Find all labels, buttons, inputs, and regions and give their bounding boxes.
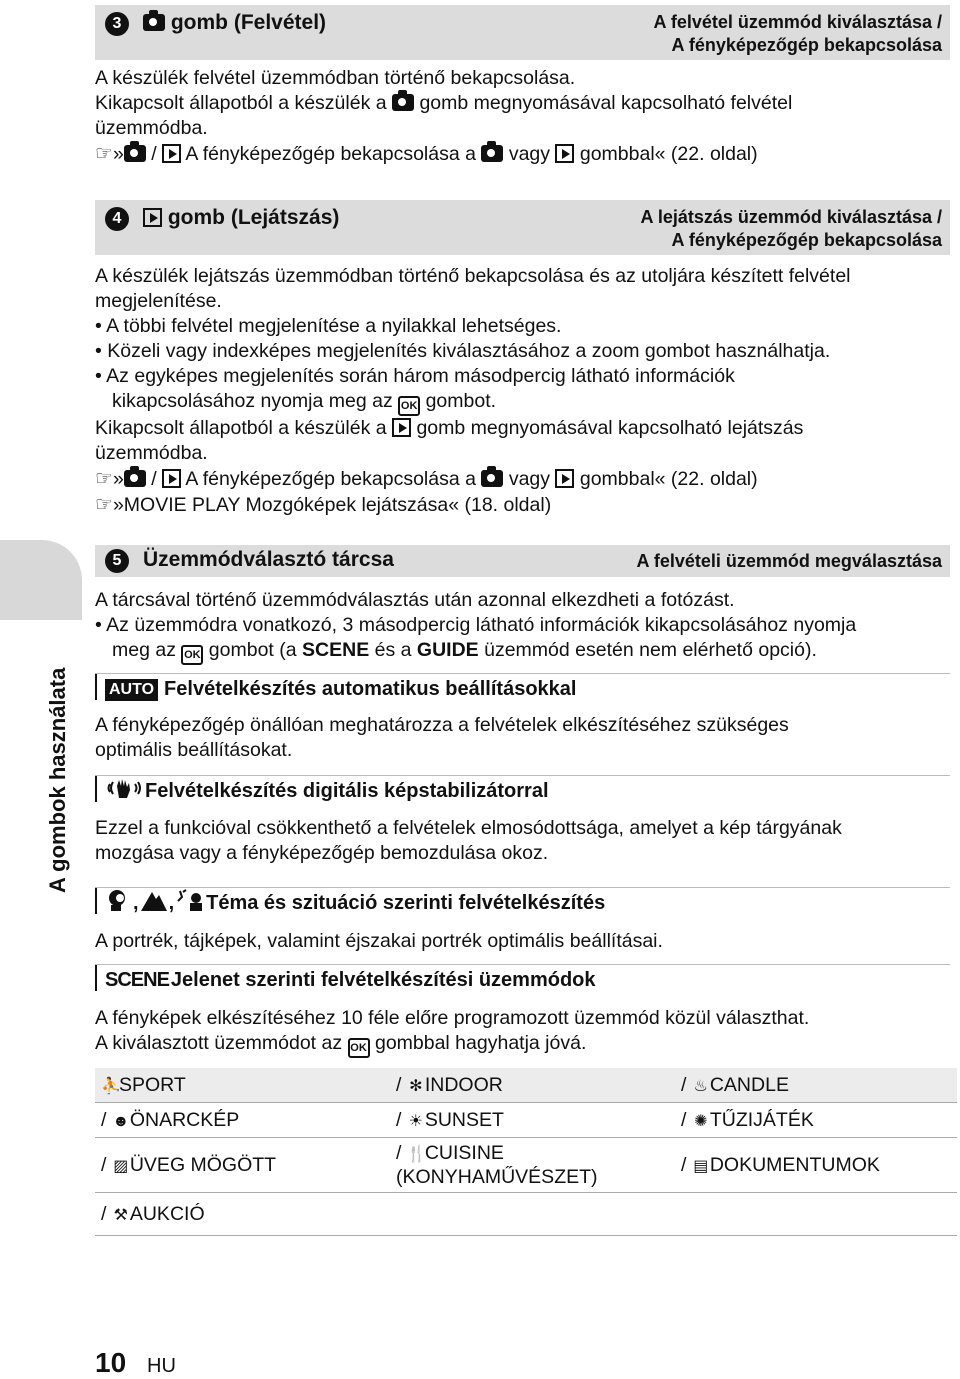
scene-auction: / ⚒AUKCIÓ — [95, 1193, 390, 1236]
scene-sunset: / ☀SUNSET — [390, 1103, 675, 1138]
section3-body — [95, 66, 792, 167]
section4-title: gomb (Lejátszás) — [167, 206, 340, 229]
table-row — [95, 1068, 957, 1103]
stabilizer-hand-icon — [105, 776, 145, 800]
section3-number: 3 — [105, 12, 129, 36]
theme-line1: A portrék, tájképek, valamint éjszakai portrék optimális beállításai. — [95, 930, 663, 952]
scene-documents: / ▤DOKUMENTUMOK — [675, 1138, 957, 1193]
reference-icon: ☞ — [95, 141, 113, 165]
section3-line2: Kikapcsolt állapotból a készülék a gomb megnyomásával kapcsolható felvétel — [95, 92, 793, 114]
section3-right-line2: A fényképezőgép bekapcsolása — [671, 35, 942, 55]
play-icon — [555, 469, 574, 488]
ok-icon: OK — [398, 396, 420, 416]
scene-sport: ⛹SPORT — [95, 1068, 390, 1103]
camera-icon — [124, 145, 146, 162]
table-row — [95, 1103, 957, 1138]
camera-icon — [143, 14, 165, 31]
auto-line2: optimális beállításokat. — [95, 739, 293, 761]
play-icon — [143, 208, 162, 227]
camera-icon — [392, 94, 414, 111]
stab-subhead — [95, 775, 950, 807]
scene-fireworks: / ✺ TŰZIJÁTÉK — [675, 1103, 957, 1138]
sunset-icon: ☀ — [408, 1112, 424, 1130]
reference-icon: ☞ — [95, 466, 113, 490]
documents-icon: ▤ — [693, 1157, 709, 1175]
scene-icon: SCENE — [105, 969, 169, 991]
scene-body — [95, 1006, 809, 1058]
language-code: HU — [147, 1355, 176, 1377]
behind-glass-icon: ▨ — [113, 1157, 129, 1175]
section3-line3: üzemmódba. — [95, 117, 208, 139]
landscape-icon — [139, 888, 169, 912]
scene-self-portrait: / ☻ÖNARCKÉP — [95, 1103, 390, 1138]
night-portrait-icon — [174, 888, 206, 912]
section4-header — [95, 200, 950, 255]
camera-icon — [124, 470, 146, 487]
section3-line1: A készülék felvétel üzemmódban történő bekapcsolása. — [95, 67, 576, 89]
section5-bullet1: • Az üzemmódra vonatkozó, 3 másodpercig látható információk kikapcsolásához nyomja — [95, 614, 857, 636]
theme-body — [95, 929, 663, 954]
section4-body — [95, 264, 955, 518]
section4-ref1: ☞» / A fényképezőgép bekapcsolása a vagy gombbal« (22. oldal) — [95, 466, 758, 490]
play-icon — [162, 469, 181, 488]
play-icon — [555, 144, 574, 163]
section4-right — [641, 206, 942, 252]
section3-title-wrap — [143, 11, 326, 35]
stab-body — [95, 816, 842, 866]
auto-title: Felvételkészítés automatikus beállításokkal — [164, 678, 577, 700]
ok-icon: OK — [181, 645, 203, 665]
scene-cuisine: / 🍴CUISINE (KONYHAMŰVÉSZET) — [390, 1138, 675, 1193]
section4-bullet3: • Az egyképes megjelenítés során három másodpercig látható információk — [95, 365, 735, 387]
scene-candle: / ♨CANDLE — [675, 1068, 957, 1103]
cuisine-icon: 🍴 — [406, 1145, 427, 1163]
fireworks-icon: ✺ — [694, 1112, 708, 1130]
side-tab-label: A gombok használata — [45, 667, 70, 893]
section5-right: A felvételi üzemmód megválasztása — [636, 551, 942, 571]
scene-line1: A fényképek elkészítéséhez 10 féle előre programozott üzemmód közül választhat. — [95, 1007, 810, 1029]
section5-title: Üzemmódválasztó tárcsa — [143, 548, 394, 571]
page-number: 10 — [95, 1347, 127, 1378]
portrait-icon — [105, 888, 133, 912]
section3-title: gomb (Felvétel) — [170, 11, 327, 34]
section5-number: 5 — [105, 549, 129, 573]
section5-header — [95, 545, 950, 577]
theme-subhead: , , Téma és szituáció szerinti felvételkészítés — [95, 887, 950, 919]
section4-bullet3-cont: kikapcsolásához nyomja meg az OK gombot. — [95, 389, 955, 416]
section4-right-line1: A lejátszás üzemmód kiválasztása / — [640, 207, 942, 227]
camera-icon — [481, 145, 503, 162]
stab-title: Felvételkészítés digitális képstabilizátorral — [145, 780, 549, 802]
auto-subhead — [95, 673, 950, 705]
stab-line2: mozgása vagy a fényképezőgép bemozdulása okoz. — [95, 842, 549, 864]
play-icon — [392, 418, 411, 437]
sport-icon: ⛹ — [101, 1077, 121, 1095]
table-row — [95, 1138, 957, 1193]
ok-icon: OK — [348, 1038, 370, 1058]
section4-line2: megjelenítése. — [95, 290, 222, 312]
section4-ref2: ☞»MOVIE PLAY Mozgóképek lejátszása« (18. oldal) — [95, 492, 552, 516]
scene-indoor: / ✻ INDOOR — [390, 1068, 675, 1103]
section3-ref: ☞» / A fényképezőgép bekapcsolása a vagy gombbal« (22. oldal) — [95, 141, 758, 165]
auto-line1: A fényképezőgép önállóan meghatározza a felvételek elkészítéséhez szükséges — [95, 714, 789, 736]
reference-icon: ☞ — [95, 492, 113, 516]
self-portrait-icon: ☻ — [112, 1112, 130, 1130]
section4-bullet2: • Közeli vagy indexképes megjelenítés kiválasztásához a zoom gombot használhatja. — [95, 340, 831, 362]
section4-right-line2: A fényképezőgép bekapcsolása — [671, 230, 942, 250]
candle-icon: ♨ — [693, 1077, 709, 1095]
auto-icon: AUTO — [105, 679, 158, 701]
auto-body — [95, 713, 789, 763]
scene-line2: A kiválasztott üzemmódot az OK gombbal hagyhatja jóvá. — [95, 1031, 809, 1058]
section4-line4: üzemmódba. — [95, 442, 208, 464]
scene-mode-table — [95, 1068, 957, 1236]
scene-subhead — [95, 964, 950, 996]
theme-title: Téma és szituáció szerinti felvételkészítés — [206, 892, 606, 914]
section4-line1: A készülék lejátszás üzemmódban történő bekapcsolása és az utoljára készített felvétel — [95, 265, 851, 287]
stab-line1: Ezzel a funkcióval csökkenthető a felvételek elmosódottsága, amelyet a kép tárgyának — [95, 817, 842, 839]
auction-icon: ⚒ — [113, 1206, 129, 1224]
section3-right-line1: A felvétel üzemmód kiválasztása / — [653, 12, 942, 32]
section3-header — [95, 5, 950, 60]
section4-number: 4 — [105, 207, 129, 231]
section5-line1: A tárcsával történő üzemmódválasztás után azonnal elkezdheti a fotózást. — [95, 589, 735, 611]
table-row — [95, 1193, 957, 1236]
section5-bullet1-cont: meg az OK gombot (a SCENE és a GUIDE üzemmód esetén nem elérhető opció). — [95, 638, 955, 665]
section5-intro — [95, 588, 955, 665]
section4-title-wrap — [143, 206, 339, 230]
indoor-icon: ✻ — [409, 1077, 423, 1095]
section4-bullet1: • A többi felvétel megjelenítése a nyilakkal lehetséges. — [95, 315, 562, 337]
section3-right — [654, 11, 942, 57]
scene-title: Jelenet szerinti felvételkészítési üzemmódok — [170, 969, 596, 991]
camera-icon — [481, 470, 503, 487]
scene-behind-glass: / ▨ÜVEG MÖGÖTT — [95, 1138, 390, 1193]
section4-line3: Kikapcsolt állapotból a készülék a gomb megnyomásával kapcsolható lejátszás — [95, 417, 804, 439]
play-icon — [162, 144, 181, 163]
